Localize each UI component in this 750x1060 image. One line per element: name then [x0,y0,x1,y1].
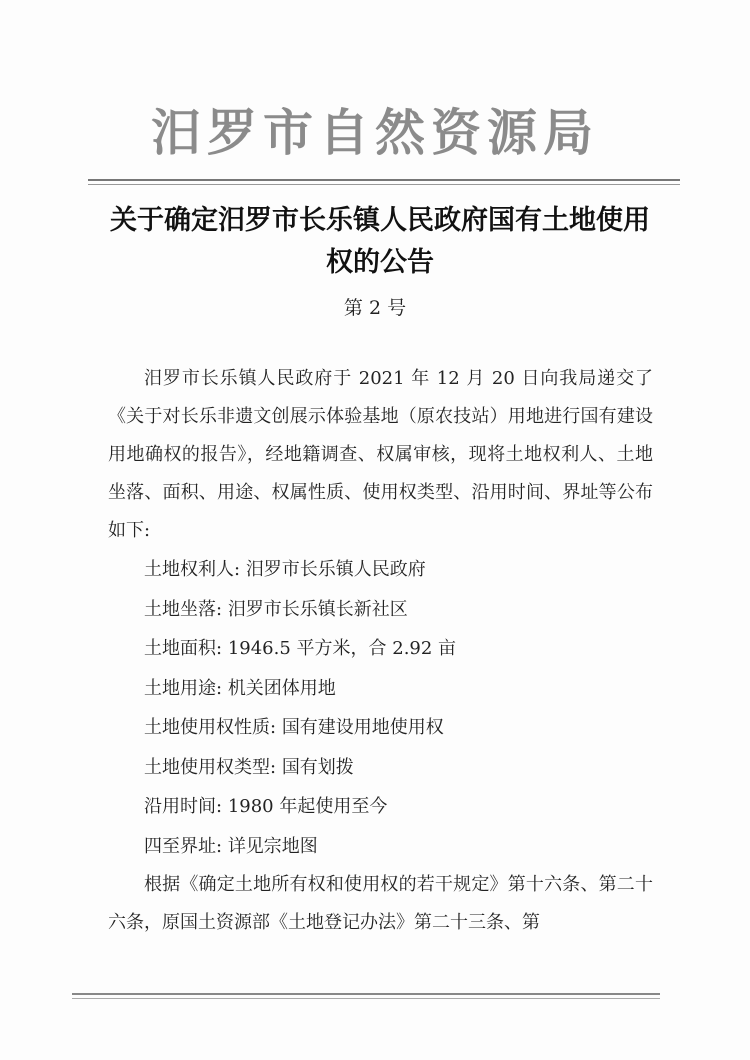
field-label: 土地使用权类型: [144,756,277,778]
footer-divider-thin [72,998,660,999]
field-land-area [108,629,653,669]
field-label: 土地使用权性质: [144,717,277,738]
field-label: 四至界址: [144,835,223,857]
field-value: 汨罗市长乐镇人民政府 [245,559,426,580]
field-value: 汨罗市长乐镇长新社区 [227,598,408,620]
field-value: 国有划拨 [281,756,354,778]
field-label: 土地权利人: [144,559,241,580]
intro-paragraph: 汨罗市长乐镇人民政府于 2021 年 12 月 20 日向我局递交了《关于对长乐非遗文创展示体验基地（原农技站）用地进行国有建设用地确权的报告》，经地籍调查、权属审核，现将土地权利人、土地坐落、面积、用途、权属性质、使用权类型、沿用时间、界址等公布如下: [108,368,653,541]
field-value: 1980 年起使用至今 [227,796,388,817]
field-label: 土地面积: [144,638,223,659]
field-land-right-holder [108,550,653,590]
header-divider-thin [88,184,680,185]
field-land-location [108,590,653,630]
field-value: 机关团体用地 [227,677,336,699]
field-label: 土地坐落: [144,598,223,620]
field-value: 详见宗地图 [227,835,318,857]
closing-paragraph: 根据《确定土地所有权和使用权的若干规定》第十六条、第二十六条，原国土资源部《土地登记办法》第二十三条、第 [108,874,653,933]
field-boundaries [108,827,653,867]
field-usage-time [108,787,653,827]
field-label: 土地用途: [144,677,223,699]
field-value: 国有建设用地使用权 [281,717,444,738]
footer-divider [72,993,660,995]
field-land-use [108,669,653,709]
document-number: 第 2 号 [343,297,407,319]
field-value: 1946.5 平方米，合 2.92 亩 [227,638,457,659]
field-right-nature [108,708,653,748]
document-title: 关于确定汨罗市长乐镇人民政府国有土地使用权的公告 [110,205,650,278]
field-label: 沿用时间: [144,796,223,817]
organization-header: 汨罗市自然资源局 [151,103,599,162]
field-right-type [108,748,653,788]
document-body [108,360,653,942]
header-divider [88,179,680,181]
